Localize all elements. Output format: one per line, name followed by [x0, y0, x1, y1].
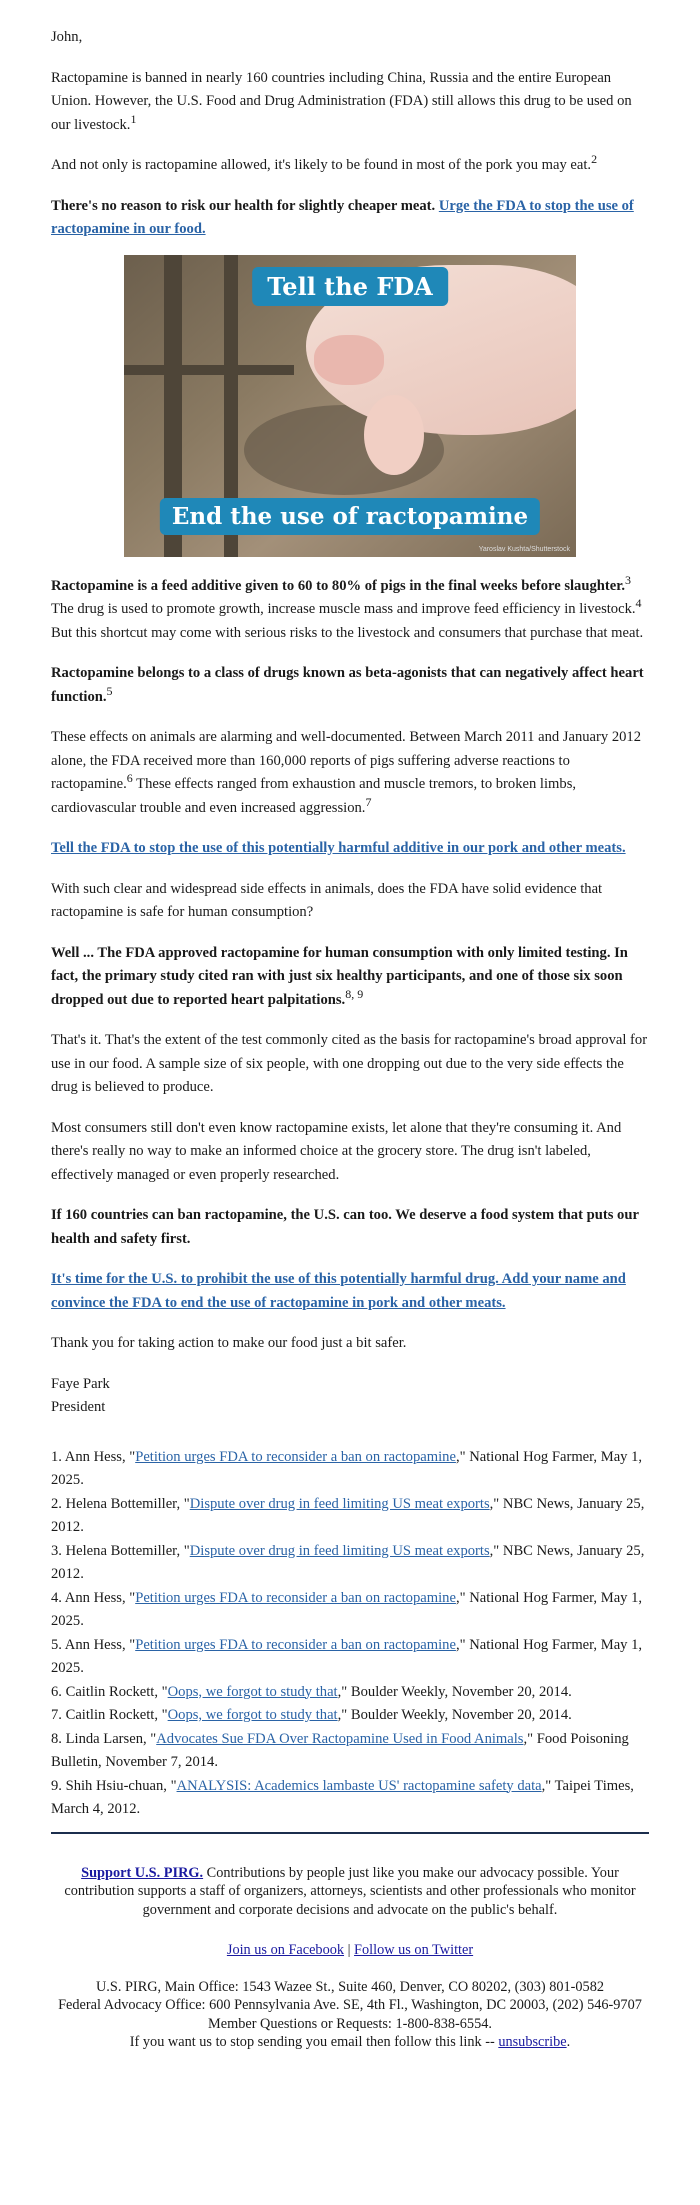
pen-rail — [124, 365, 294, 375]
paragraph-consumers: Most consumers still don't even know ractopamine exists, let alone that they're consuming it. And there's really no way to make an informed choice at the grocery store. The drug isn't labeled, effectively managed or even properly researched. — [51, 1119, 622, 1183]
paragraph-160-countries: If 160 countries can ban ractopamine, the U.S. can too. We deserve a food system that puts our health and safety first. — [51, 1207, 639, 1247]
footnote-item: 1. Ann Hess, "Petition urges FDA to reconsider a ban on ractopamine," National Hog Farmer, May 1, 2025. — [51, 1448, 643, 1488]
member-contact: Member Questions or Requests: 1-800-838-6554. — [208, 2015, 492, 2032]
tell-fda-link[interactable]: Tell the FDA to stop the use of this potentially harmful additive in our pork and other meats. — [51, 840, 626, 856]
footnote-link[interactable]: Petition urges FDA to reconsider a ban on ractopamine — [135, 1448, 456, 1465]
footnote-ref: 5 — [106, 683, 113, 698]
banner-image[interactable] — [124, 255, 576, 557]
support-link[interactable]: Support U.S. PIRG. — [81, 1864, 204, 1881]
footnote-link[interactable]: ANALYSIS: Academics lambaste US' ractopamine safety data — [176, 1777, 542, 1794]
footnote-ref: 4 — [635, 596, 642, 610]
social-links: Join us on Facebook | Follow us on Twitter — [226, 1942, 474, 1958]
email-body — [51, 0, 649, 2052]
greeting: John, — [51, 29, 83, 45]
footnote-ref: 2 — [591, 152, 598, 166]
footnote-link[interactable]: Dispute over drug in feed limiting US meat exports — [189, 1495, 490, 1512]
footnote-item: 3. Helena Bottemiller, "Dispute over drug in feed limiting US meat exports," NBC News, January 25, 2012. — [51, 1542, 645, 1582]
main-office-address: U.S. PIRG, Main Office: 1543 Wazee St., Suite 460, Denver, CO 80202, (303) 801-0582 — [95, 1978, 604, 1995]
pig-ear — [364, 395, 424, 475]
footnote-ref: 8, 9 — [345, 986, 364, 1001]
footnote-item: 9. Shih Hsiu-chuan, "ANALYSIS: Academics lambaste US' ractopamine safety data," Taipei Times, March 4, 2012. — [51, 1777, 634, 1817]
paragraph-cta-1: There's no reason to risk our health for slightly cheaper meat. Urge the FDA to stop the use of ractopamine in our food. — [51, 197, 634, 237]
pig-snout — [314, 335, 384, 385]
footnote-link[interactable]: Oops, we forgot to study that — [167, 1683, 338, 1700]
paragraph-cta-2 — [51, 837, 649, 861]
footnote-link[interactable]: Advocates Sue FDA Over Ractopamine Used in Food Animals — [156, 1730, 524, 1747]
unsubscribe-line: If you want us to stop sending you email then follow this link -- unsubscribe. — [129, 2034, 571, 2050]
paragraph-beta-agonists: Ractopamine belongs to a class of drugs known as beta-agonists that can negatively affect heart function.$^5$ — [51, 665, 644, 705]
banner-top-label: Tell the FDA — [252, 267, 448, 306]
footnote-item: 2. Helena Bottemiller, "Dispute over drug in feed limiting US meat exports," NBC News, January 25, 2012. — [51, 1495, 645, 1535]
footnote-item: 5. Ann Hess, "Petition urges FDA to reconsider a ban on ractopamine," National Hog Farmer, May 1, 2025. — [51, 1636, 643, 1676]
banner-bottom-label: End the use of ractopamine — [160, 498, 540, 535]
footnote-link[interactable]: Dispute over drug in feed limiting US meat exports — [189, 1542, 490, 1559]
footnote-item: 7. Caitlin Rockett, "Oops, we forgot to study that," Boulder Weekly, November 20, 2014. — [51, 1707, 572, 1723]
footnote-item: 4. Ann Hess, "Petition urges FDA to reconsider a ban on ractopamine," National Hog Farmer, May 1, 2025. — [51, 1589, 643, 1629]
paragraph-ban-countries: Ractopamine is banned in nearly 160 countries including China, Russia and the entire European Union. However, the U.S. Food and Drug Administration (FDA) still allows this drug to be used on our livestock.$^1$ — [51, 69, 632, 133]
paragraph-evidence-question: With such clear and widespread side effects in animals, does the FDA have solid evidence that ractopamine is safe for human consumption? — [51, 880, 603, 920]
unsubscribe-link[interactable]: unsubscribe — [498, 2034, 567, 2050]
footnote-item: 8. Linda Larsen, "Advocates Sue FDA Over Ractopamine Used in Food Animals," Food Poisoning Bulletin, November 7, 2014. — [51, 1730, 629, 1770]
footer-support: Support U.S. PIRG. Contributions by people just like you make our advocacy possible. Your contribution supports a staff of organizers, attorneys, scientists and other professionals who monitor government and corporate decisions and advocate on the public's behalf. — [64, 1864, 636, 1918]
prohibit-drug-link[interactable]: It's time for the U.S. to prohibit the use of this potentially harmful drug. Add your name and convince the FDA to end the use of ractopamine in pork and other meats. — [51, 1271, 626, 1311]
footnote-link[interactable]: Petition urges FDA to reconsider a ban on ractopamine — [135, 1589, 456, 1606]
footer — [51, 1864, 649, 2052]
footer-divider — [51, 1832, 649, 1834]
twitter-link[interactable]: Follow us on Twitter — [354, 1942, 474, 1958]
paragraph-effects: These effects on animals are alarming and well-documented. Between March 2011 and January 2012 alone, the FDA received more than 160,000 reports of pigs suffering adverse reactions to ractopamine.$^6$ These effects ranged from exhaustion and muscle tremors, to broken limbs, cardiovascular trouble and even increased aggression.$^7$ — [51, 729, 642, 816]
photo-credit: Yaroslav Kushta/Shutterstock — [478, 545, 570, 553]
signature-name: Faye Park — [51, 1375, 110, 1392]
footnote-ref: 1 — [130, 111, 137, 126]
paragraph-pork: And not only is ractopamine allowed, it's likely to be found in most of the pork you may eat.$^2$ — [51, 152, 598, 173]
paragraph-cta-3 — [51, 1268, 649, 1315]
federal-office-address: Federal Advocacy Office: 600 Pennsylvania Ave. SE, 4th Fl., Washington, DC 20003, (202) 546-9707 — [58, 1997, 642, 2013]
urge-fda-link[interactable]: Urge the FDA to stop the use of ractopamine in our food. — [51, 197, 634, 237]
signature-title: President — [51, 1399, 106, 1415]
footnote-link[interactable]: Oops, we forgot to study that — [167, 1707, 338, 1723]
paragraph-extent: That's it. That's the extent of the test commonly cited as the basis for ractopamine's broad approval for use in our food. A sample size of six people, with one dropping out due to the very side effects the drug is believed to produce. — [51, 1032, 648, 1095]
footnote-ref: 3 — [625, 572, 632, 587]
footnote-link[interactable]: Petition urges FDA to reconsider a ban on ractopamine — [135, 1636, 456, 1653]
facebook-link[interactable]: Join us on Facebook — [226, 1942, 345, 1958]
footnote-item: 6. Caitlin Rockett, "Oops, we forgot to study that," Boulder Weekly, November 20, 2014. — [51, 1683, 572, 1700]
footnote-ref: 7 — [365, 794, 372, 809]
paragraph-thanks: Thank you for taking action to make our food just a bit safer. — [51, 1335, 407, 1351]
paragraph-limited-testing: Well ... The FDA approved ractopamine for human consumption with only limited testing. In fact, the primary study cited ran with just six healthy participants, and one of those six soon dropped out due to reported heart palpitations.$^{8, 9}$ — [51, 944, 628, 1008]
footnote-ref: 6 — [126, 771, 133, 785]
footnotes — [51, 1446, 649, 1822]
paragraph-feed-additive: Ractopamine is a feed additive given to 60 to 80% of pigs in the final weeks before slaughter.$^3$ The drug is used to promote growth, increase muscle mass and improve feed efficiency in livestock.$^4$ But this shortcut may come with serious risks to the livestock and consumers that purchase that meat. — [51, 572, 644, 641]
